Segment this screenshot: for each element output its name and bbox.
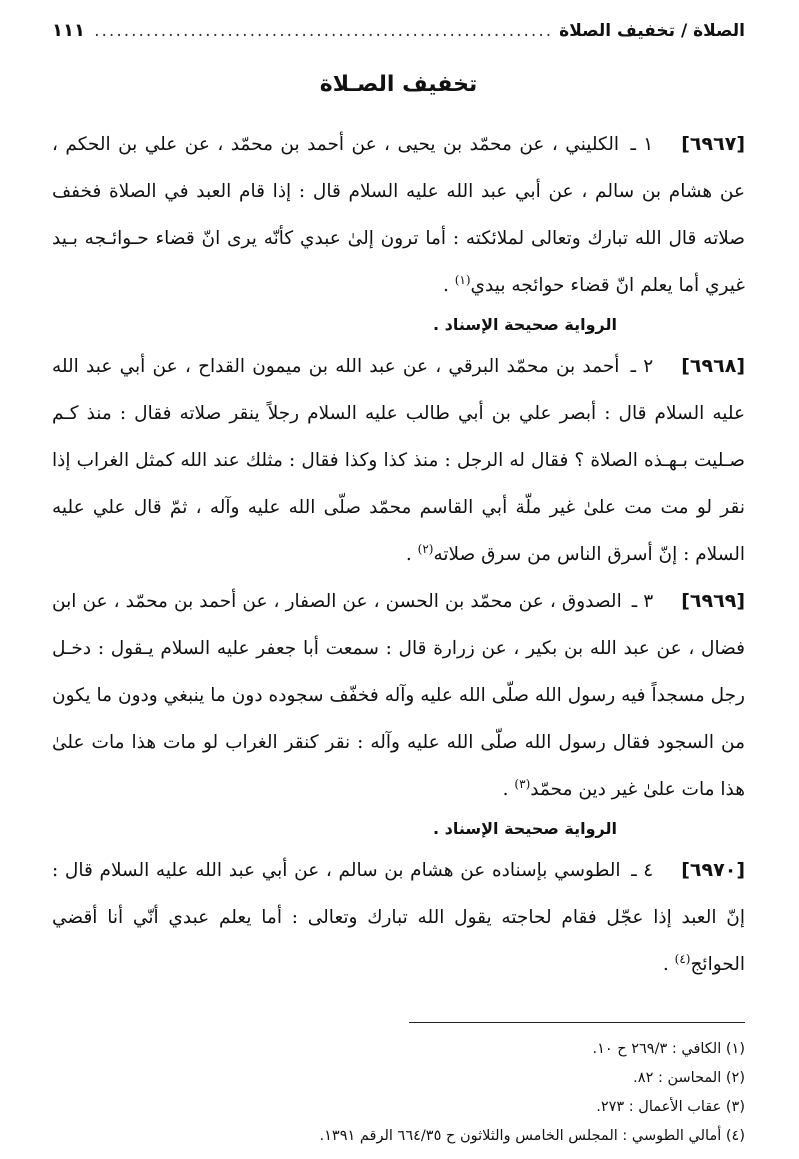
footnote-3: (٣) عقاب الأعمال : ٢٧٣.: [596, 1099, 745, 1115]
footnote-4: (٤) أمالي الطوسي : المجلس الخامس والثلاثون ح ٦٦٤/٣٥ الرقم ١٣٩١.: [319, 1128, 745, 1144]
footnote-ref: (٣): [514, 776, 531, 791]
footnote-divider: [409, 1022, 745, 1023]
hadith-number: [٦٩٦٩]: [681, 590, 745, 612]
hadith-end: .: [442, 275, 455, 296]
hadith-end: .: [662, 954, 675, 975]
hadith-sequence: ٢ ـ: [630, 356, 654, 377]
footnote-ref: (٤): [674, 951, 691, 966]
running-header: [52, 20, 745, 46]
hadith-6968: [52, 343, 745, 578]
isnad-grading-2: الرواية صحيحة الإسناد .: [432, 819, 617, 838]
hadith-sequence: ٣ ـ: [631, 591, 654, 612]
hadith-text: الكليني ، عن محمّد بن يحيى ، عن أحمد بن محمّد ، عن علي بن الحكم ، عن هشام بن سالم ، عن أبي عبد الله عليه السلام قال : إذا قام العبد في الصلاة فخفف صلاته قال الله تبارك وتعالى لملائكته : أما ترون إلىٰ عبدي كأنّه يرى انّ قضاء حـوائـجه بـيد غيري أما يعلم انّ قضاء حوائجه بيدي: [52, 134, 745, 296]
hadith-6967: [52, 121, 745, 309]
hadith-end: .: [502, 779, 515, 800]
hadith-sequence: ٤ ـ: [631, 860, 654, 881]
chapter-title: تخفيف الصـلاة: [319, 72, 478, 97]
hadith-number: [٦٩٦٨]: [681, 355, 745, 377]
book-page: [52, 20, 745, 1159]
hadith-text: الصدوق ، عن محمّد بن الحسن ، عن الصفار ، عن أحمد بن محمّد ، عن ابن فضال ، عن عبد الله بن بكير ، عن زرارة قال : سمعت أبا جعفر عليه السلام يـقول : دخـل رجل مسجداً فيه رسول الله صلّى الله عليه وآله فخفّف سجوده دون ما ينبغي ودون ما يكون من السجود فقال رسول الله صلّى الله عليه وآله : نقر كنقر الغراب لو مات هذا مات علىٰ هذا مات علىٰ غير دين محمّد: [52, 591, 745, 800]
hadith-number: [٦٩٧٠]: [681, 859, 745, 881]
hadith-sequence: ١ ـ: [630, 134, 654, 155]
hadith-number: [٦٩٦٧]: [681, 133, 745, 155]
hadith-6970: [52, 847, 745, 988]
isnad-grading: الرواية صحيحة الإسناد .: [432, 315, 617, 334]
footnote-ref: (١): [454, 272, 471, 287]
page-number: ١١١: [52, 20, 85, 41]
footnote-ref: (٢): [417, 541, 434, 556]
footnote-1: (١) الكافي : ٢٦٩/٣ ح ١٠.: [592, 1041, 745, 1057]
dot-leader: [91, 21, 553, 41]
hadith-6969: [52, 578, 745, 813]
hadith-end: .: [405, 544, 418, 565]
running-title: الصلاة / تخفيف الصلاة: [559, 21, 745, 41]
footnotes: [52, 1035, 745, 1151]
footnote-2: (٢) المحاسن : ٨٢.: [633, 1070, 745, 1086]
hadith-text: أحمد بن محمّد البرقي ، عن عبد الله بن ميمون القداح ، عن أبي عبد الله عليه السلام قال : أبصر علي بن أبي طالب عليه السلام رجلاً ينقر صلاته فقال : منذ كـم صـليت بـهـذه الصلاة ؟ فقال له الرجل : منذ كذا وكذا فقال : مثلك عند الله كمثل الغراب إذا نقر لو مت مت علىٰ غير ملّة أبي القاسم محمّد صلّى الله عليه وآله ، ثمّ قال علي عليه السلام : إنّ أسرق الناس من سرق صلاته: [52, 356, 745, 565]
hadith-text: الطوسي بإسناده عن هشام بن سالم ، عن أبي عبد الله عليه السلام قال : إنّ العبد إذا عجّل فقام لحاجته يقول الله تبارك وتعالى : أما يعلم عبدي أنّي أنا أقضي الحوائج: [52, 860, 745, 975]
